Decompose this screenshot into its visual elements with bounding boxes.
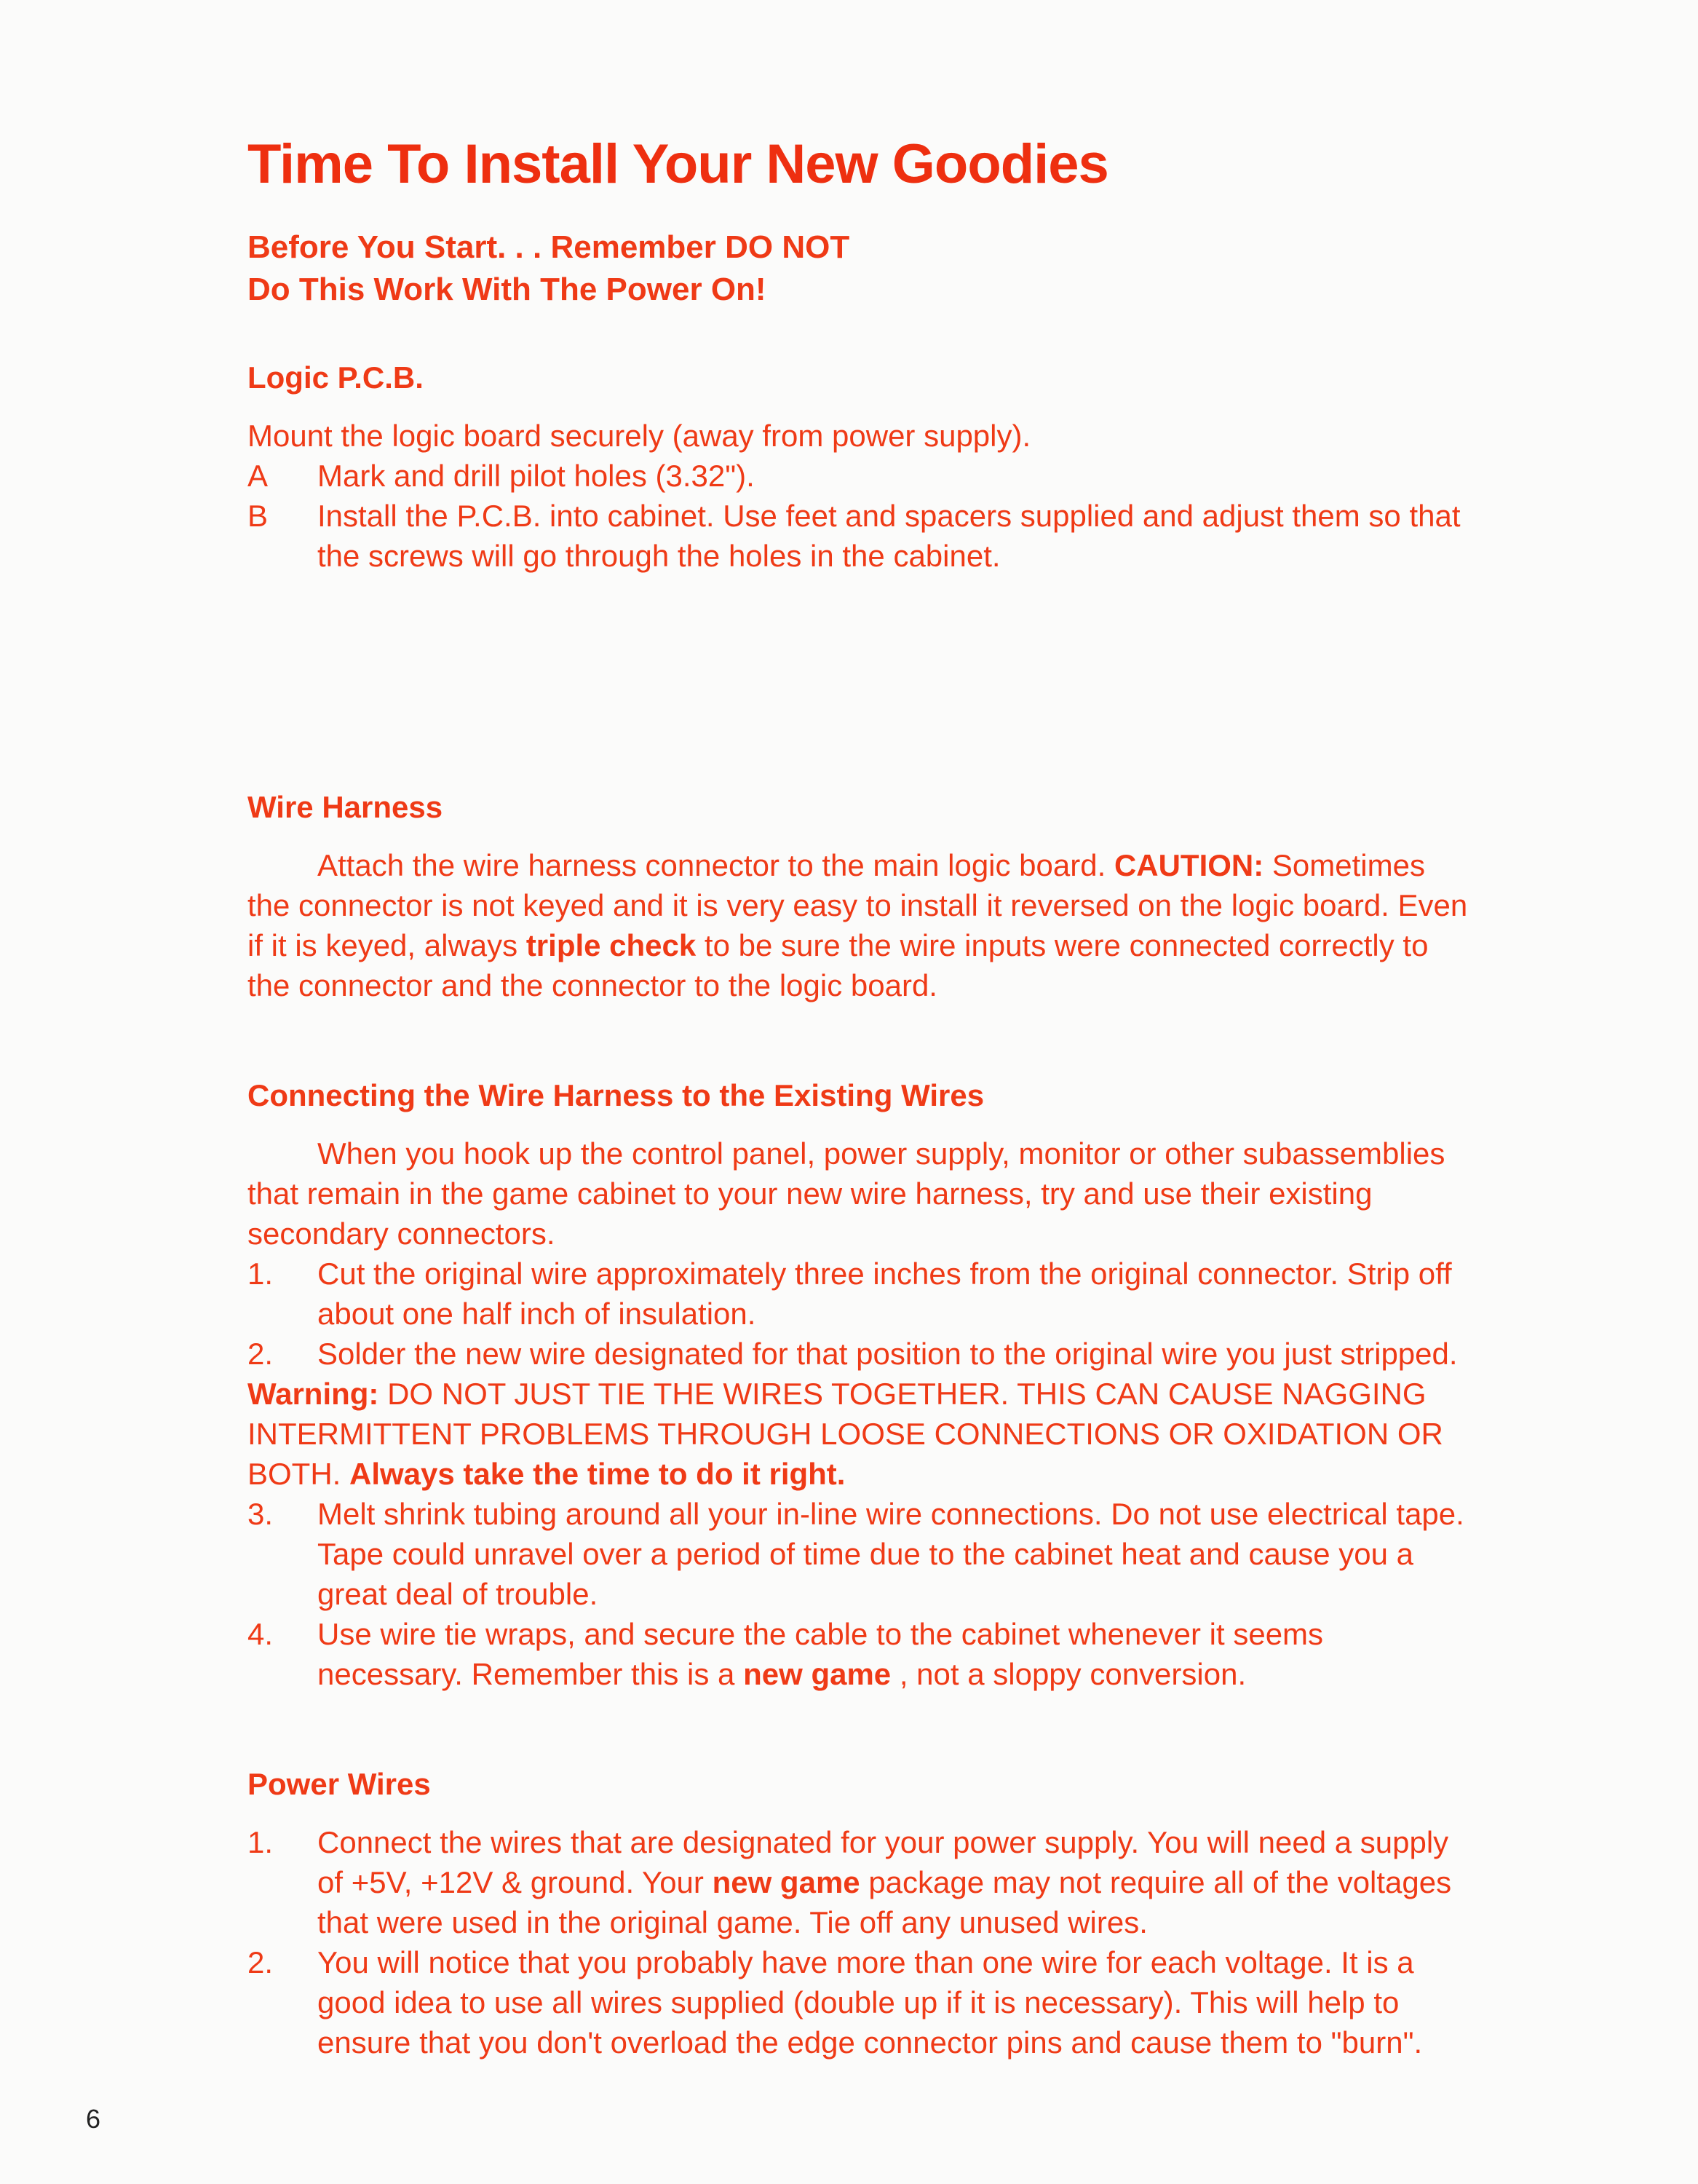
list-item — [247, 1942, 1470, 2062]
wire-harness-text3: to be sure the wire inputs were connected correctly to the connector and the connector to the logic board. — [247, 928, 1429, 1003]
power-item1-text-a: Connect the wires that are designated for your power supply. You will need a supply of +5V, +12V & ground. Your — [317, 1825, 1449, 1900]
list-item — [247, 1494, 1470, 1614]
warning-label: Warning: — [247, 1377, 379, 1412]
list-item — [247, 1254, 1470, 1334]
item4-text-a: Use wire tie wraps, and secure the cable to the cabinet whenever it seems necessary. Remember this is a — [317, 1617, 1324, 1692]
list-item — [247, 496, 1470, 576]
list-item — [247, 456, 1470, 496]
new-game-emphasis: new game — [712, 1865, 860, 1900]
connecting-intro: When you hook up the control panel, power supply, monitor or other subassemblies that remain in the game cabinet to your new wire harness, try and use their existing secondary connectors. — [247, 1136, 1445, 1251]
list-text: Install the P.C.B. into cabinet. Use feet and spacers supplied and adjust them so that the screws will go through the holes in the cabinet. — [317, 499, 1461, 574]
power-item1-text-b: package may not require all of the voltages that were used in the original game. Tie off any unused wires. — [317, 1865, 1452, 1940]
list-marker: B — [247, 499, 269, 534]
warning-text: DO NOT JUST TIE THE WIRES TOGETHER. THIS CAN CAUSE NAGGING INTERMITTENT PROBLEMS THROUGH LOOSE CONNECTIONS OR OXIDATION OR BOTH. — [247, 1377, 1443, 1492]
logic-pcb-heading: Logic P.C.B. — [247, 360, 424, 395]
page-number: 6 — [86, 2104, 101, 2134]
warning-header-line2: Do This Work With The Power On! — [247, 272, 766, 308]
item4-text-b: , not a sloppy conversion. — [891, 1657, 1247, 1692]
wire-harness-section — [247, 787, 1470, 1005]
list-item — [247, 1614, 1470, 1694]
connecting-heading: Connecting the Wire Harness to the Existing Wires — [247, 1078, 985, 1113]
warning-header-line1: Before You Start. . . Remember DO NOT — [247, 229, 850, 266]
warning-emphasis: Always take the time to do it right. — [349, 1457, 846, 1492]
wire-harness-text1: Attach the wire harness connector to the main logic board. — [317, 848, 1114, 883]
logic-pcb-intro: Mount the logic board securely (away from power supply). — [247, 419, 1031, 454]
connecting-section — [247, 1075, 1470, 1694]
triple-check-emphasis: triple check — [525, 928, 697, 963]
list-text: Mark and drill pilot holes (3.32"). — [317, 459, 755, 494]
caution-label: CAUTION: — [1114, 848, 1264, 883]
list-text: Melt shrink tubing around all your in-line wire connections. Do not use electrical tape. Tape could unravel over a period of time due to the cabinet heat and cause you a great deal of trouble. — [317, 1497, 1464, 1612]
list-text — [317, 1614, 1470, 1694]
list-marker: 4. — [247, 1617, 274, 1652]
list-marker: 1. — [247, 1257, 274, 1291]
page-content — [247, 131, 1470, 2062]
list-item — [247, 1822, 1470, 1942]
list-text: Cut the original wire approximately three inches from the original connector. Strip off about one half inch of insulation. — [317, 1257, 1452, 1332]
wire-harness-paragraph — [247, 845, 1470, 1005]
list-marker: 1. — [247, 1825, 274, 1860]
warning-paragraph — [247, 1374, 1470, 1494]
list-text: You will notice that you probably have more than one wire for each voltage. It is a good idea to use all wires supplied (double up if it is necessary). This will help to ensure that you don't overload the edge connector pins and cause them to "burn". — [317, 1945, 1423, 2060]
power-wires-heading: Power Wires — [247, 1767, 431, 1802]
wire-harness-heading: Wire Harness — [247, 790, 443, 825]
page-title: Time To Install Your New Goodies — [247, 133, 1108, 195]
list-marker: 3. — [247, 1497, 274, 1532]
wire-harness-text2: Sometimes the connector is not keyed and it is very easy to install it reversed on the logic board. Even if it is keyed, always — [247, 848, 1468, 963]
logic-pcb-section — [247, 357, 1470, 576]
list-marker: 2. — [247, 1337, 274, 1372]
new-game-emphasis: new game — [743, 1657, 892, 1692]
list-marker: 2. — [247, 1945, 274, 1980]
list-item — [247, 1334, 1470, 1374]
list-text: Solder the new wire designated for that position to the original wire you just stripped. — [317, 1337, 1458, 1372]
power-wires-section — [247, 1764, 1470, 2062]
list-text — [317, 1822, 1470, 1942]
list-marker: A — [247, 459, 269, 494]
